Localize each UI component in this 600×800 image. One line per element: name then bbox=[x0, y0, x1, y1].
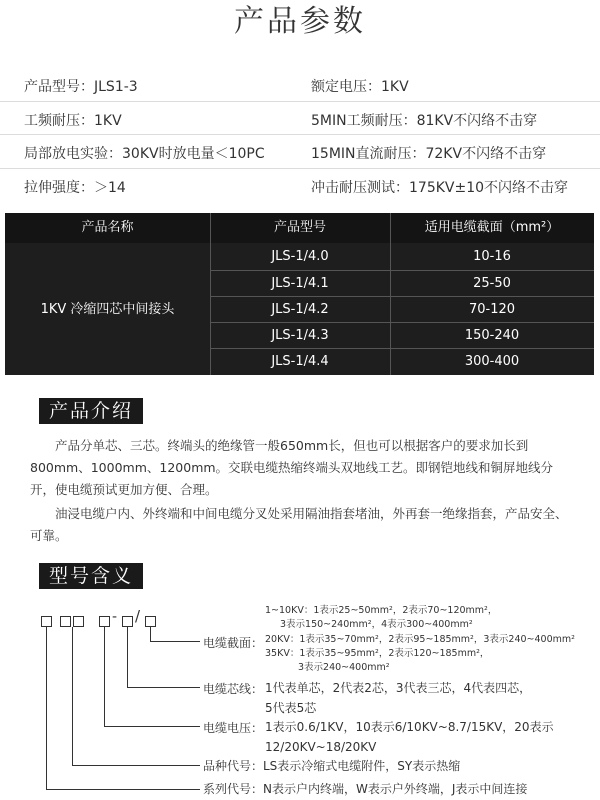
table-row bbox=[210, 244, 594, 269]
param-rated-voltage: 额定电压：1KV bbox=[311, 79, 409, 95]
code-box-variety-2 bbox=[73, 616, 84, 627]
code-dash: - bbox=[112, 609, 118, 625]
table-row bbox=[210, 322, 594, 348]
param-tensile: 拉伸强度：＞14 bbox=[24, 179, 126, 196]
model-cell: JLS-1/4.1 bbox=[271, 276, 329, 291]
voltage-label: 电缆电压： bbox=[203, 721, 264, 735]
param-row bbox=[0, 68, 600, 102]
leader-line bbox=[150, 641, 200, 642]
cross-section-desc: 1~10KV：1表示25~50mm²，2表示70~120mm²， bbox=[265, 605, 498, 616]
table-body bbox=[5, 244, 594, 375]
param-row bbox=[0, 135, 600, 169]
leader-line bbox=[46, 627, 47, 789]
code-box-series bbox=[41, 616, 52, 627]
model-heading: 型号含义 bbox=[39, 563, 143, 589]
cores-desc: 5代表5芯 bbox=[265, 701, 317, 715]
param-row bbox=[0, 102, 600, 136]
product-name-cell: 1KV 冷缩四芯中间接头 bbox=[40, 302, 175, 317]
param-model: 产品型号：JLS1-3 bbox=[24, 79, 138, 95]
model-cell: JLS-1/4.4 bbox=[271, 354, 329, 369]
intro-paragraph: 油浸电缆户内、外终端和中间电缆分叉处采用隔油指套堵油，外再套一绝缘指套，产品安全、可靠。 bbox=[30, 506, 568, 543]
leader-line bbox=[72, 765, 200, 766]
param-power-frequency: 工频耐压：1KV bbox=[24, 112, 122, 129]
model-cell: JLS-1/4.3 bbox=[271, 328, 329, 343]
voltage-desc: 12/20KV~18/20KV bbox=[265, 740, 377, 754]
cross-section-desc: 3表示240~400mm² bbox=[298, 662, 390, 673]
page-title: 产品参数 bbox=[234, 4, 366, 39]
table-row bbox=[210, 348, 594, 374]
param-partial-discharge: 局部放电实验：30KV时放电量＜10PC bbox=[24, 146, 265, 162]
section-cell: 300-400 bbox=[464, 354, 520, 369]
code-slash: / bbox=[135, 607, 141, 625]
table-header bbox=[5, 213, 594, 243]
section-cell: 10-16 bbox=[473, 249, 511, 264]
cross-section-desc: 35KV：1表示35~95mm²，2表示120~185mm²， bbox=[265, 648, 490, 659]
cross-section-desc: 20KV：1表示35~70mm²，2表示95~185mm²，3表示240~400mm² bbox=[265, 634, 575, 645]
model-cell: JLS-1/4.2 bbox=[271, 302, 329, 317]
intro-text bbox=[30, 435, 570, 549]
model-diagram bbox=[0, 590, 600, 800]
leader-line bbox=[46, 789, 200, 790]
header-product-model: 产品型号 bbox=[273, 220, 326, 235]
cross-section-label: 电缆截面： bbox=[203, 636, 264, 650]
variety-desc: 品种代号：LS表示冷缩式电缆附件，SY表示热缩 bbox=[203, 759, 461, 773]
leader-line bbox=[104, 726, 200, 727]
header-product-name: 产品名称 bbox=[81, 220, 134, 235]
param-impulse: 冲击耐压测试：175KV±10不闪络不击穿 bbox=[311, 179, 569, 196]
code-box-cores bbox=[122, 616, 133, 627]
section-cell: 25-50 bbox=[473, 276, 511, 291]
intro-heading: 产品介绍 bbox=[39, 398, 143, 424]
cross-section-desc: 3表示150~240mm²，4表示300~400mm² bbox=[280, 619, 473, 630]
leader-line bbox=[150, 627, 151, 641]
leader-line bbox=[127, 687, 200, 688]
voltage-desc: 1表示0.6/1KV，10表示6/10KV~8.7/15KV，20表示 bbox=[265, 720, 554, 734]
spec-table bbox=[5, 213, 594, 375]
param-5min-withstand: 5MIN工频耐压：81KV不闪络不击穿 bbox=[311, 112, 538, 129]
leader-line bbox=[104, 627, 105, 726]
leader-line bbox=[72, 627, 73, 765]
cores-desc: 1代表单芯，2代表2芯，3代表三芯，4代表四芯， bbox=[265, 681, 532, 695]
table-row bbox=[210, 270, 594, 296]
code-box-voltage bbox=[99, 616, 110, 627]
model-cell: JLS-1/4.0 bbox=[271, 249, 329, 264]
param-15min-dc: 15MIN直流耐压：72KV不闪络不击穿 bbox=[311, 146, 547, 162]
code-box-section bbox=[145, 616, 156, 627]
section-cell: 150-240 bbox=[464, 328, 520, 343]
leader-line bbox=[127, 627, 128, 687]
series-desc: 系列代号：N表示户内终端，W表示户外终端，J表示中间连接 bbox=[203, 782, 528, 796]
code-box-variety-1 bbox=[60, 616, 71, 627]
table-row bbox=[210, 296, 594, 322]
cores-label: 电缆芯线： bbox=[203, 682, 264, 696]
header-cable-section: 适用电缆截面（mm²） bbox=[424, 220, 560, 235]
intro-paragraph: 产品分单芯、三芯。终端头的绝缘管一般650mm长，但也可以根据客户的要求加长到800mm、1000mm、1200mm。交联电缆热缩终端头双地线工艺。即钢铠地线和铜屏地线分开，使电缆预试更加方便、合理。 bbox=[30, 438, 554, 497]
parameter-list bbox=[0, 68, 600, 202]
section-cell: 70-120 bbox=[468, 302, 516, 317]
param-row bbox=[0, 169, 600, 203]
